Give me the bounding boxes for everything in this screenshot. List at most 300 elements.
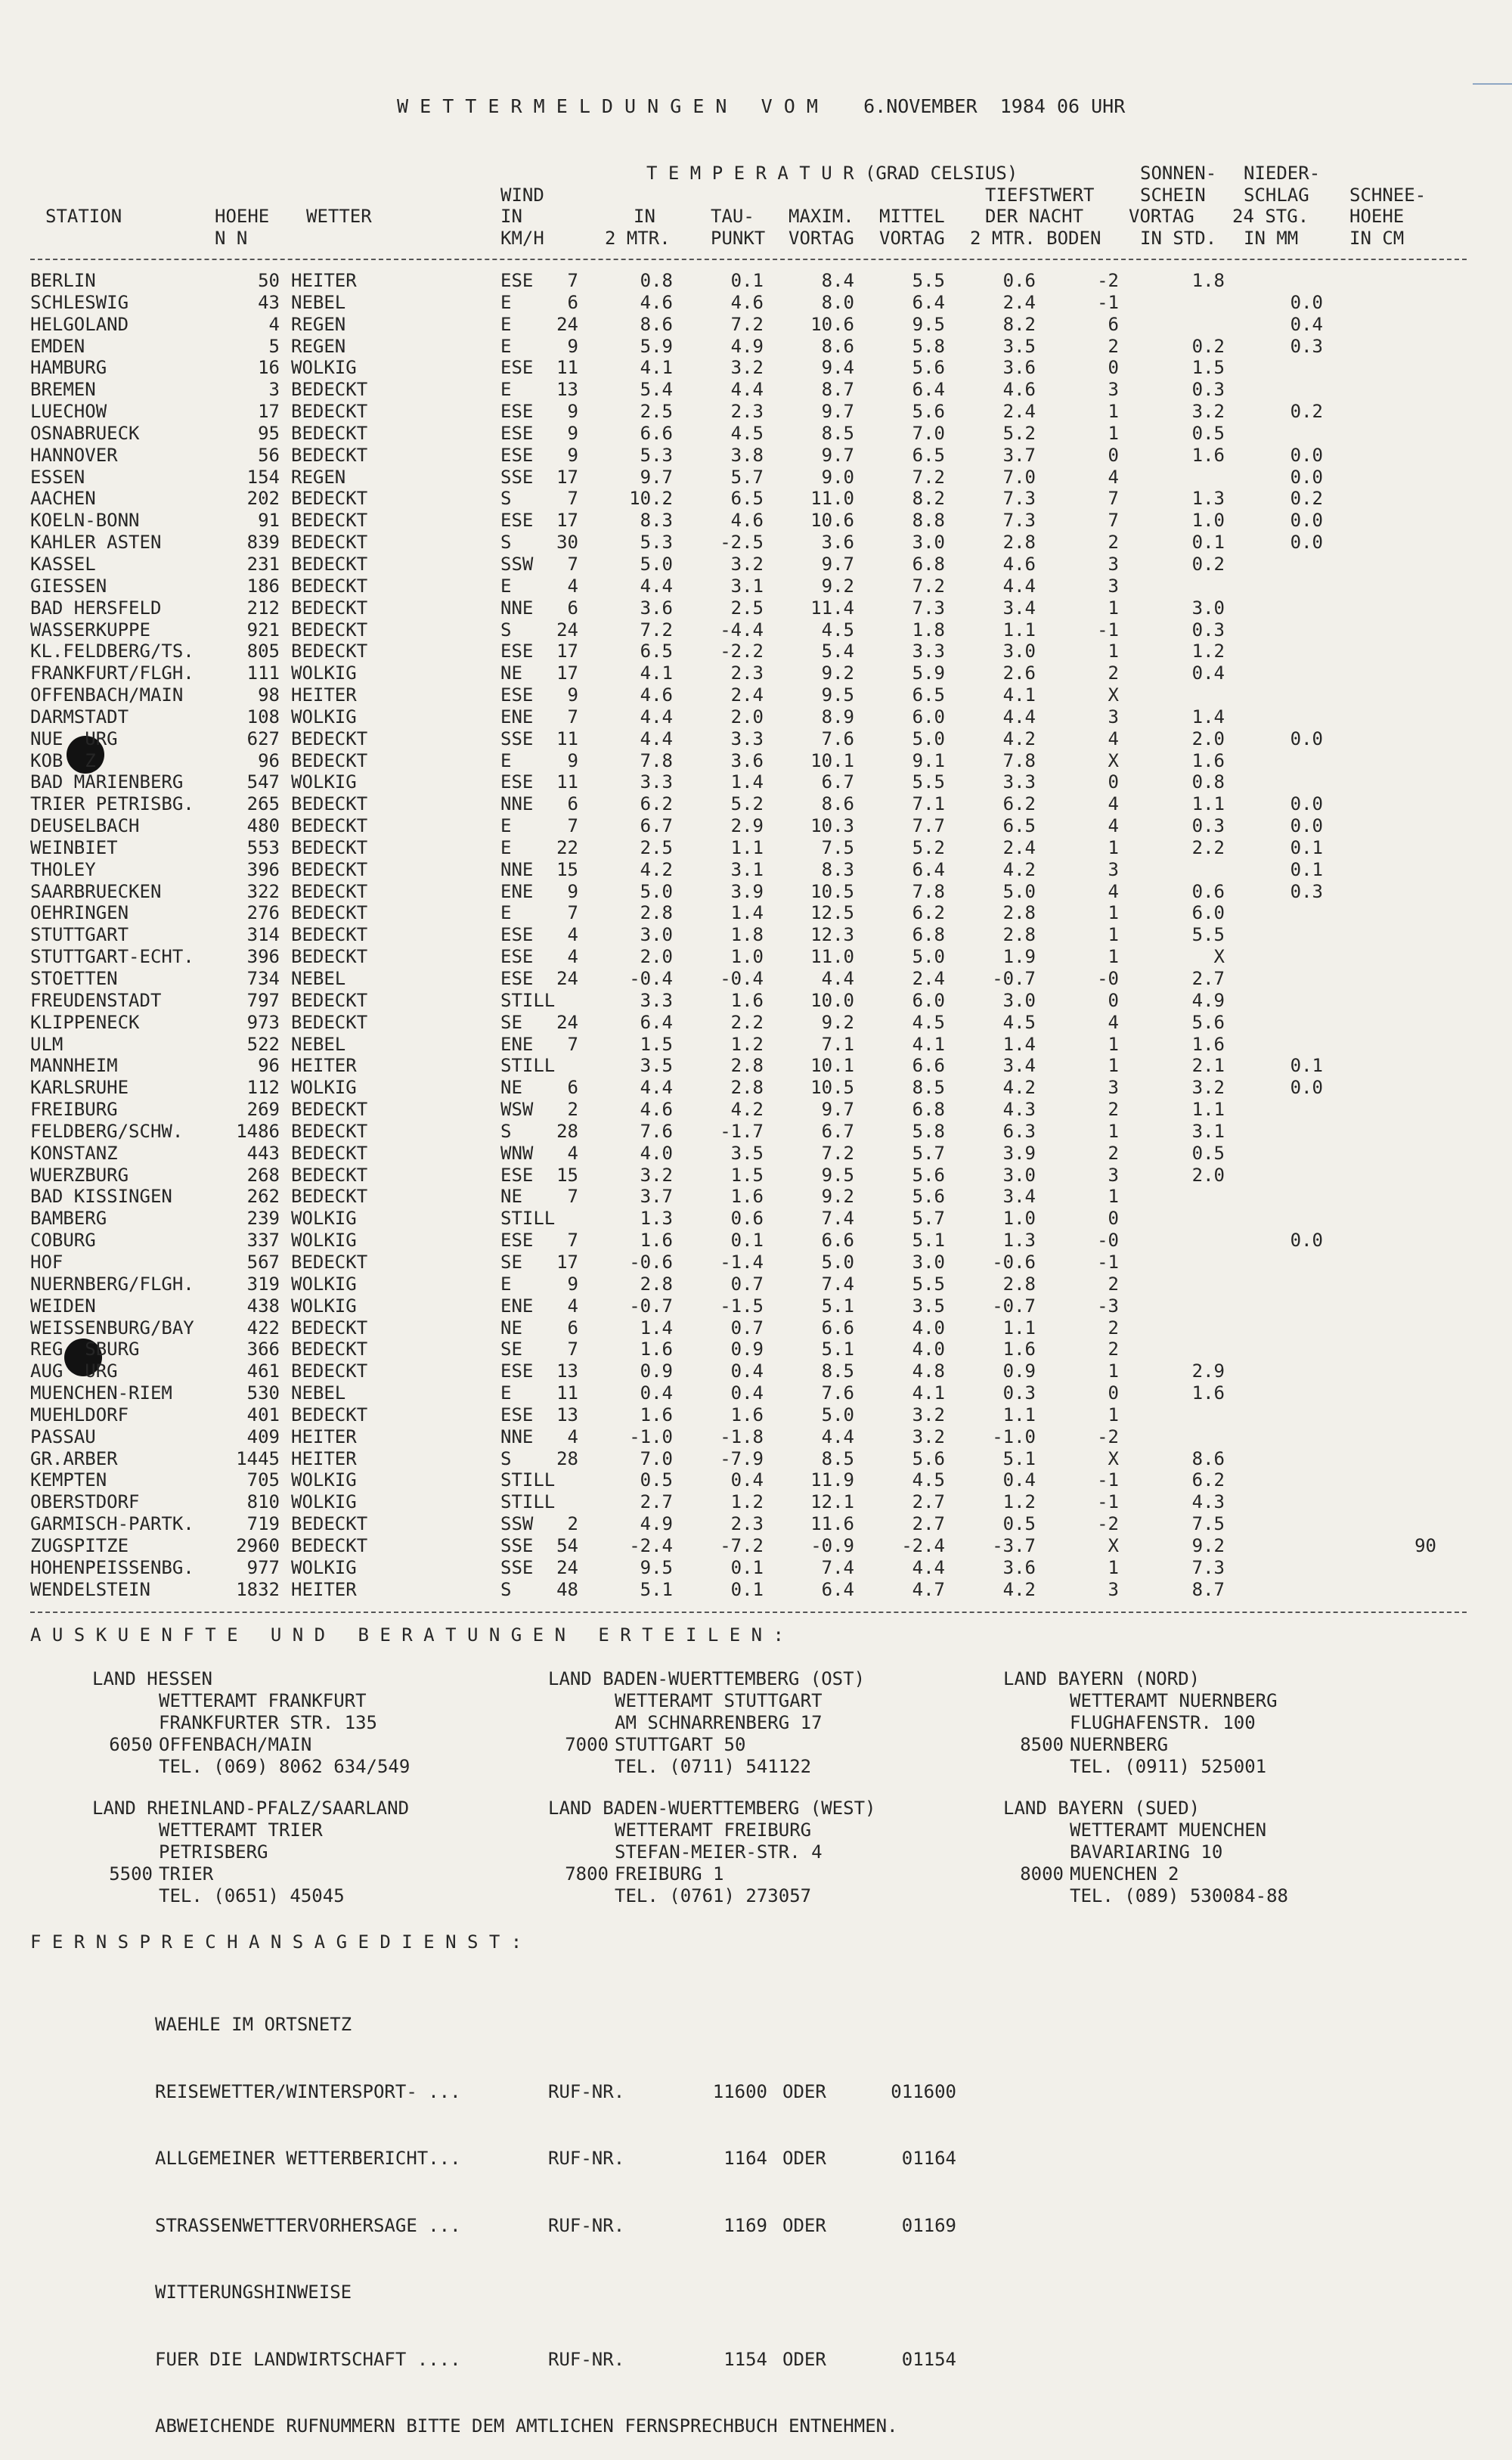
table-row bbox=[0, 881, 1512, 903]
temp-mittel: 3.5 bbox=[912, 1295, 945, 1317]
sunshine: 3.0 bbox=[1191, 597, 1225, 619]
tiefst-2m: 7.3 bbox=[1002, 510, 1036, 532]
wind-speed: 2 bbox=[567, 1099, 578, 1121]
tiefst-boden: 2 bbox=[1108, 1273, 1119, 1295]
wind-direction: WNW bbox=[500, 1142, 534, 1164]
temp-2m: -2.4 bbox=[629, 1534, 673, 1556]
station-hoehe: 705 bbox=[246, 1469, 280, 1491]
tiefst-boden: 1 bbox=[1108, 401, 1119, 423]
sunshine: 7.3 bbox=[1191, 1556, 1225, 1578]
station-name: KLIPPENECK bbox=[30, 1011, 140, 1033]
temp-max: 3.6 bbox=[821, 532, 854, 554]
tiefst-2m: 1.9 bbox=[1002, 946, 1036, 968]
tiefst-2m: 6.5 bbox=[1002, 815, 1036, 837]
address-line: WETTERAMT STUTTGART bbox=[615, 1690, 823, 1711]
table-row bbox=[0, 902, 1512, 924]
wind-speed: 9 bbox=[567, 401, 578, 423]
phone-label: ALLGEMEINER WETTERBERICHT... bbox=[155, 2148, 461, 2169]
dew-point: 1.2 bbox=[730, 1491, 764, 1513]
table-row bbox=[0, 684, 1512, 706]
temp-mittel: 3.3 bbox=[912, 641, 945, 662]
precipitation: 0.0 bbox=[1290, 1230, 1323, 1252]
tiefst-2m: 5.2 bbox=[1002, 422, 1036, 444]
wind-direction: NE bbox=[500, 1186, 522, 1208]
header-mittel: MITTEL bbox=[879, 206, 945, 227]
wind-speed: 11 bbox=[556, 1382, 578, 1404]
address-card bbox=[1003, 1668, 1278, 1778]
table-row bbox=[0, 815, 1512, 837]
precipitation: 0.0 bbox=[1290, 466, 1323, 488]
header-temperature-banner: T E M P E R A T U R (GRAD CELSIUS) bbox=[646, 163, 1018, 184]
temp-2m: 6.6 bbox=[640, 422, 673, 444]
dew-point: 0.1 bbox=[730, 270, 764, 291]
tiefst-boden: 1 bbox=[1108, 1404, 1119, 1425]
precipitation: 0.1 bbox=[1290, 836, 1323, 858]
tiefst-boden: 1 bbox=[1108, 597, 1119, 619]
dew-point: 1.8 bbox=[730, 924, 764, 946]
wind-speed: 6 bbox=[567, 1077, 578, 1099]
tiefst-boden: 0 bbox=[1108, 771, 1119, 793]
tiefst-boden: -1 bbox=[1097, 1251, 1119, 1273]
page-title: W E T T E R M E L D U N G E N V O M 6.NOVEMBER 1984 06 UHR bbox=[397, 95, 1126, 117]
wind-speed: 7 bbox=[567, 815, 578, 837]
temp-max: 4.5 bbox=[821, 619, 854, 641]
temp-max: 10.6 bbox=[810, 510, 854, 532]
wind-direction: E bbox=[500, 379, 512, 401]
table-row bbox=[0, 1252, 1512, 1273]
station-wetter: HEITER bbox=[291, 1055, 357, 1077]
station-wetter: BEDECKT bbox=[291, 597, 368, 619]
wind-direction: SSE bbox=[500, 1556, 534, 1578]
header-rule bbox=[30, 259, 1467, 260]
table-row bbox=[0, 270, 1512, 292]
temp-2m: 5.0 bbox=[640, 553, 673, 575]
dew-point: 2.2 bbox=[730, 1011, 764, 1033]
station-wetter: BEDECKT bbox=[291, 946, 368, 968]
station-hoehe: 438 bbox=[246, 1295, 280, 1317]
station-name: ZUGSPITZE bbox=[30, 1534, 129, 1556]
station-wetter: BEDECKT bbox=[291, 727, 368, 749]
station-hoehe: 719 bbox=[246, 1513, 280, 1535]
tiefst-boden: 3 bbox=[1108, 553, 1119, 575]
dew-point: 2.3 bbox=[730, 1513, 764, 1535]
station-wetter: BEDECKT bbox=[291, 510, 368, 532]
address-card bbox=[1003, 1798, 1288, 1907]
address-line: NUERNBERG bbox=[1070, 1734, 1169, 1755]
tiefst-2m: 4.2 bbox=[1002, 1077, 1036, 1099]
station-hoehe: 239 bbox=[246, 1208, 280, 1230]
temp-2m: 4.6 bbox=[640, 684, 673, 706]
temp-mittel: 6.5 bbox=[912, 684, 945, 706]
tiefst-2m: 3.0 bbox=[1002, 1164, 1036, 1186]
station-wetter: BEDECKT bbox=[291, 1513, 368, 1535]
temp-2m: 5.3 bbox=[640, 444, 673, 466]
station-wetter: BEDECKT bbox=[291, 422, 368, 444]
wind-direction: ESE bbox=[500, 968, 534, 989]
dew-point: 0.6 bbox=[730, 1208, 764, 1230]
tiefst-2m: 3.4 bbox=[1002, 1055, 1036, 1077]
temp-2m: 0.5 bbox=[640, 1469, 673, 1491]
tiefst-2m: 5.1 bbox=[1002, 1447, 1036, 1469]
postal-code: 8000 bbox=[1020, 1863, 1064, 1885]
temp-max: 7.6 bbox=[821, 727, 854, 749]
temp-mittel: 7.3 bbox=[912, 597, 945, 619]
station-hoehe: 553 bbox=[246, 836, 280, 858]
station-wetter: HEITER bbox=[291, 1578, 357, 1600]
header-punkt: PUNKT bbox=[711, 228, 766, 249]
station-wetter: WOLKIG bbox=[291, 1077, 357, 1099]
temp-max: 6.4 bbox=[821, 1578, 854, 1600]
sunshine: 9.2 bbox=[1191, 1534, 1225, 1556]
address-line: LAND BAYERN (NORD) bbox=[1003, 1668, 1201, 1689]
wind-direction: E bbox=[500, 749, 512, 771]
wind-direction: E bbox=[500, 575, 512, 597]
wind-direction: S bbox=[500, 1120, 512, 1142]
temp-2m: 5.0 bbox=[640, 880, 673, 902]
tiefst-boden: 3 bbox=[1108, 1164, 1119, 1186]
tiefst-boden: -0 bbox=[1097, 968, 1119, 989]
station-hoehe: 269 bbox=[246, 1099, 280, 1121]
wind-direction: ESE bbox=[500, 1230, 534, 1252]
temp-max: 8.6 bbox=[821, 793, 854, 815]
dew-point: 2.3 bbox=[730, 662, 764, 684]
sunshine: 1.6 bbox=[1191, 749, 1225, 771]
wind-direction: ESE bbox=[500, 924, 534, 946]
temp-2m: 0.8 bbox=[640, 270, 673, 291]
header-2mtr-boden: 2 MTR. BODEN bbox=[970, 228, 1101, 249]
table-row bbox=[0, 1186, 1512, 1208]
tiefst-boden: 1 bbox=[1108, 902, 1119, 924]
header-wind: WIND bbox=[500, 185, 544, 206]
station-name: HOHENPEISSENBG. bbox=[30, 1556, 194, 1578]
tiefst-boden: 0 bbox=[1108, 1208, 1119, 1230]
tiefst-2m: 4.1 bbox=[1002, 684, 1036, 706]
postal-code: 7800 bbox=[565, 1863, 609, 1885]
tiefst-boden: 3 bbox=[1108, 706, 1119, 727]
temp-mittel: 7.1 bbox=[912, 793, 945, 815]
temp-mittel: 5.6 bbox=[912, 1447, 945, 1469]
temp-2m: 0.9 bbox=[640, 1360, 673, 1382]
tiefst-2m: 2.6 bbox=[1002, 662, 1036, 684]
sunshine: 1.6 bbox=[1191, 1033, 1225, 1055]
wind-speed: 11 bbox=[556, 357, 578, 379]
wind-speed: 15 bbox=[556, 1164, 578, 1186]
temp-2m: 2.0 bbox=[640, 946, 673, 968]
sunshine: 2.1 bbox=[1191, 1055, 1225, 1077]
sunshine: 1.1 bbox=[1191, 793, 1225, 815]
temp-max: 10.0 bbox=[810, 989, 854, 1011]
phone-footer: ABWEICHENDE RUFNUMMERN BITTE DEM AMTLICHEN FERNSPRECHBUCH ENTNEHMEN. bbox=[155, 2415, 898, 2437]
station-hoehe: 276 bbox=[246, 902, 280, 924]
table-row bbox=[0, 1535, 1512, 1557]
header-schlag: SCHLAG bbox=[1244, 185, 1309, 206]
station-name: HOF bbox=[30, 1251, 64, 1273]
station-wetter: NEBEL bbox=[291, 291, 346, 313]
station-name: GARMISCH-PARTK. bbox=[30, 1513, 194, 1535]
phone-number: 11600 bbox=[712, 2080, 767, 2102]
wind-direction: ENE bbox=[500, 880, 534, 902]
station-wetter: BEDECKT bbox=[291, 444, 368, 466]
dew-point: -0.4 bbox=[720, 968, 764, 989]
table-row bbox=[0, 1165, 1512, 1187]
station-hoehe: 212 bbox=[246, 597, 280, 619]
dew-point: 0.4 bbox=[730, 1360, 764, 1382]
tiefst-boden: 6 bbox=[1108, 313, 1119, 335]
phone-number: 1154 bbox=[723, 2348, 767, 2370]
wind-speed: 6 bbox=[567, 1317, 578, 1339]
address-line: WETTERAMT NUERNBERG bbox=[1070, 1690, 1278, 1711]
station-wetter: REGEN bbox=[291, 466, 346, 488]
tiefst-2m: 2.8 bbox=[1002, 902, 1036, 924]
tiefst-2m: -3.7 bbox=[992, 1534, 1036, 1556]
sunshine: 1.8 bbox=[1191, 270, 1225, 291]
temp-2m: 1.6 bbox=[640, 1404, 673, 1425]
wind-direction: ENE bbox=[500, 1033, 534, 1055]
station-hoehe: 977 bbox=[246, 1556, 280, 1578]
station-name: BAD MARIENBERG bbox=[30, 771, 184, 793]
tiefst-boden: 1 bbox=[1108, 836, 1119, 858]
temp-max: 6.6 bbox=[821, 1317, 854, 1339]
phone-number-alt: 011600 bbox=[891, 2080, 956, 2102]
wind-direction: ESE bbox=[500, 946, 534, 968]
station-hoehe: 186 bbox=[246, 575, 280, 597]
temp-max: 4.4 bbox=[821, 1425, 854, 1447]
station-hoehe: 422 bbox=[246, 1317, 280, 1339]
temp-mittel: 6.8 bbox=[912, 1099, 945, 1121]
wind-speed: 7 bbox=[567, 1230, 578, 1252]
temp-mittel: 5.9 bbox=[912, 662, 945, 684]
station-name: SCHLESWIG bbox=[30, 291, 129, 313]
wind-direction: SSW bbox=[500, 1513, 534, 1535]
temp-mittel: 5.5 bbox=[912, 771, 945, 793]
temp-max: 11.0 bbox=[810, 488, 854, 510]
station-hoehe: 627 bbox=[246, 727, 280, 749]
temp-2m: 4.6 bbox=[640, 1099, 673, 1121]
station-hoehe: 337 bbox=[246, 1230, 280, 1252]
dew-point: 3.9 bbox=[730, 880, 764, 902]
temp-mittel: 3.0 bbox=[912, 1251, 945, 1273]
wind-direction: STILL bbox=[500, 1491, 556, 1513]
wind-speed: 9 bbox=[567, 749, 578, 771]
dew-point: 2.4 bbox=[730, 684, 764, 706]
wind-direction: ESE bbox=[500, 270, 534, 291]
station-name: OEHRINGEN bbox=[30, 902, 129, 924]
table-row bbox=[0, 401, 1512, 423]
sunshine: 5.6 bbox=[1191, 1011, 1225, 1033]
wind-direction: ESE bbox=[500, 357, 534, 379]
station-table bbox=[0, 270, 1512, 1600]
station-hoehe: 480 bbox=[246, 815, 280, 837]
wind-speed: 9 bbox=[567, 684, 578, 706]
tiefst-2m: 1.4 bbox=[1002, 1033, 1036, 1055]
station-name: KARLSRUHE bbox=[30, 1077, 129, 1099]
temp-2m: 3.2 bbox=[640, 1164, 673, 1186]
station-hoehe: 366 bbox=[246, 1339, 280, 1360]
dew-point: 3.5 bbox=[730, 1142, 764, 1164]
address-line: TEL. (0761) 273057 bbox=[615, 1885, 812, 1906]
sunshine: 1.3 bbox=[1191, 488, 1225, 510]
wind-direction: ESE bbox=[500, 401, 534, 423]
wind-direction: SE bbox=[500, 1011, 522, 1033]
station-name: KL.FELDBERG/TS. bbox=[30, 641, 194, 662]
station-hoehe: 111 bbox=[246, 662, 280, 684]
station-wetter: BEDECKT bbox=[291, 1360, 368, 1382]
address-line: TRIER bbox=[159, 1863, 214, 1885]
tiefst-2m: -0.7 bbox=[992, 968, 1036, 989]
temp-max: 7.6 bbox=[821, 1382, 854, 1404]
sunshine: 0.8 bbox=[1191, 771, 1225, 793]
phone-number: 1164 bbox=[723, 2148, 767, 2169]
dew-point: 1.4 bbox=[730, 771, 764, 793]
dew-point: 3.8 bbox=[730, 444, 764, 466]
wind-speed: 11 bbox=[556, 727, 578, 749]
dew-point: 2.8 bbox=[730, 1055, 764, 1077]
temp-max: 12.5 bbox=[810, 902, 854, 924]
station-wetter: BEDECKT bbox=[291, 858, 368, 880]
station-wetter: BEDECKT bbox=[291, 1120, 368, 1142]
station-wetter: WOLKIG bbox=[291, 357, 357, 379]
sunshine: 1.1 bbox=[1191, 1099, 1225, 1121]
station-name: BREMEN bbox=[30, 379, 96, 401]
station-hoehe: 319 bbox=[246, 1273, 280, 1295]
tiefst-2m: 4.6 bbox=[1002, 379, 1036, 401]
phone-number-alt: 01169 bbox=[901, 2214, 956, 2236]
station-name: WASSERKUPPE bbox=[30, 619, 150, 641]
wind-direction: STILL bbox=[500, 1208, 556, 1230]
address-line: WETTERAMT FRANKFURT bbox=[159, 1690, 367, 1711]
dew-point: 0.1 bbox=[730, 1230, 764, 1252]
temp-mittel: 4.7 bbox=[912, 1578, 945, 1600]
temp-max: 8.6 bbox=[821, 335, 854, 357]
wind-speed: 7 bbox=[567, 1033, 578, 1055]
wind-speed: 2 bbox=[567, 1513, 578, 1535]
temp-max: 10.5 bbox=[810, 1077, 854, 1099]
table-row bbox=[0, 1404, 1512, 1426]
wind-speed: 9 bbox=[567, 422, 578, 444]
table-row bbox=[0, 1034, 1512, 1056]
temp-max: 8.7 bbox=[821, 379, 854, 401]
address-line: TEL. (0911) 525001 bbox=[1070, 1756, 1267, 1777]
station-name: WEINBIET bbox=[30, 836, 118, 858]
temp-max: 7.1 bbox=[821, 1033, 854, 1055]
precipitation: 0.0 bbox=[1290, 291, 1323, 313]
temp-max: 10.6 bbox=[810, 313, 854, 335]
station-wetter: HEITER bbox=[291, 270, 357, 291]
station-hoehe: 810 bbox=[246, 1491, 280, 1513]
station-hoehe: 98 bbox=[258, 684, 280, 706]
dew-point: 3.2 bbox=[730, 357, 764, 379]
table-row bbox=[0, 728, 1512, 750]
temp-max: 9.2 bbox=[821, 575, 854, 597]
table-row bbox=[0, 793, 1512, 815]
temp-max: -0.9 bbox=[810, 1534, 854, 1556]
table-row bbox=[0, 1273, 1512, 1295]
dew-point: 1.0 bbox=[730, 946, 764, 968]
dew-point: 1.2 bbox=[730, 1033, 764, 1055]
station-name: AACHEN bbox=[30, 488, 96, 510]
temp-2m: 4.1 bbox=[640, 357, 673, 379]
tiefst-2m: 4.2 bbox=[1002, 858, 1036, 880]
phone-number-alt: 01154 bbox=[901, 2348, 956, 2370]
wind-direction: S bbox=[500, 619, 512, 641]
dew-point: 1.1 bbox=[730, 836, 764, 858]
tiefst-boden: 2 bbox=[1108, 1099, 1119, 1121]
phone-label: REISEWETTER/WINTERSPORT- ... bbox=[155, 2080, 461, 2102]
temp-max: 10.5 bbox=[810, 880, 854, 902]
temp-2m: 6.7 bbox=[640, 815, 673, 837]
precipitation: 0.3 bbox=[1290, 335, 1323, 357]
station-wetter: WOLKIG bbox=[291, 1556, 357, 1578]
temp-2m: 1.4 bbox=[640, 1317, 673, 1339]
wind-direction: SSW bbox=[500, 553, 534, 575]
precipitation: 0.4 bbox=[1290, 313, 1323, 335]
station-hoehe: 96 bbox=[258, 749, 280, 771]
table-row bbox=[0, 1579, 1512, 1601]
wind-speed: 7 bbox=[567, 1186, 578, 1208]
wind-speed: 4 bbox=[567, 1425, 578, 1447]
dew-point: 1.6 bbox=[730, 1404, 764, 1425]
temp-2m: 7.8 bbox=[640, 749, 673, 771]
temp-mittel: 5.6 bbox=[912, 401, 945, 423]
tiefst-boden: 1 bbox=[1108, 1055, 1119, 1077]
address-line: LAND BAYERN (SUED) bbox=[1003, 1798, 1201, 1819]
address-line: LAND BADEN-WUERTTEMBERG (WEST) bbox=[548, 1798, 876, 1819]
temp-max: 9.7 bbox=[821, 444, 854, 466]
station-wetter: NEBEL bbox=[291, 968, 346, 989]
station-wetter: BEDECKT bbox=[291, 1251, 368, 1273]
sunshine: 4.3 bbox=[1191, 1491, 1225, 1513]
table-row bbox=[0, 946, 1512, 968]
sunshine: 1.0 bbox=[1191, 510, 1225, 532]
table-row bbox=[0, 1077, 1512, 1099]
station-name: KOELN-BONN bbox=[30, 510, 140, 532]
station-hoehe: 108 bbox=[246, 706, 280, 727]
tiefst-boden: -1 bbox=[1097, 291, 1119, 313]
tiefst-boden: 0 bbox=[1108, 357, 1119, 379]
temp-max: 6.6 bbox=[821, 1230, 854, 1252]
wind-speed: 9 bbox=[567, 444, 578, 466]
station-name: REG SBURG bbox=[30, 1339, 140, 1360]
temp-mittel: 5.6 bbox=[912, 1164, 945, 1186]
address-line: LAND HESSEN bbox=[92, 1668, 212, 1689]
tiefst-2m: 4.3 bbox=[1002, 1099, 1036, 1121]
temp-max: 9.7 bbox=[821, 1099, 854, 1121]
station-wetter: BEDECKT bbox=[291, 379, 368, 401]
station-wetter: BEDECKT bbox=[291, 793, 368, 815]
temp-mittel: 4.1 bbox=[912, 1033, 945, 1055]
address-line: TEL. (069) 8062 634/549 bbox=[159, 1756, 411, 1777]
temp-2m: -1.0 bbox=[629, 1425, 673, 1447]
sunshine: 0.1 bbox=[1191, 532, 1225, 554]
dew-point: 5.2 bbox=[730, 793, 764, 815]
sunshine: 5.5 bbox=[1191, 924, 1225, 946]
header-hoehe: HOEHE bbox=[215, 206, 270, 227]
tiefst-boden: X bbox=[1108, 684, 1119, 706]
dew-point: -7.9 bbox=[720, 1447, 764, 1469]
dew-point: -7.2 bbox=[720, 1534, 764, 1556]
wind-speed: 7 bbox=[567, 902, 578, 924]
table-row bbox=[0, 510, 1512, 532]
address-card bbox=[548, 1668, 865, 1778]
station-hoehe: 839 bbox=[246, 532, 280, 554]
temp-max: 8.3 bbox=[821, 858, 854, 880]
table-row bbox=[0, 423, 1512, 445]
header-in-cm: IN CM bbox=[1349, 228, 1405, 249]
temp-mittel: 6.8 bbox=[912, 924, 945, 946]
dew-point: 4.6 bbox=[730, 510, 764, 532]
precipitation: 0.2 bbox=[1290, 401, 1323, 423]
address-line: AM SCHNARRENBERG 17 bbox=[615, 1712, 823, 1733]
